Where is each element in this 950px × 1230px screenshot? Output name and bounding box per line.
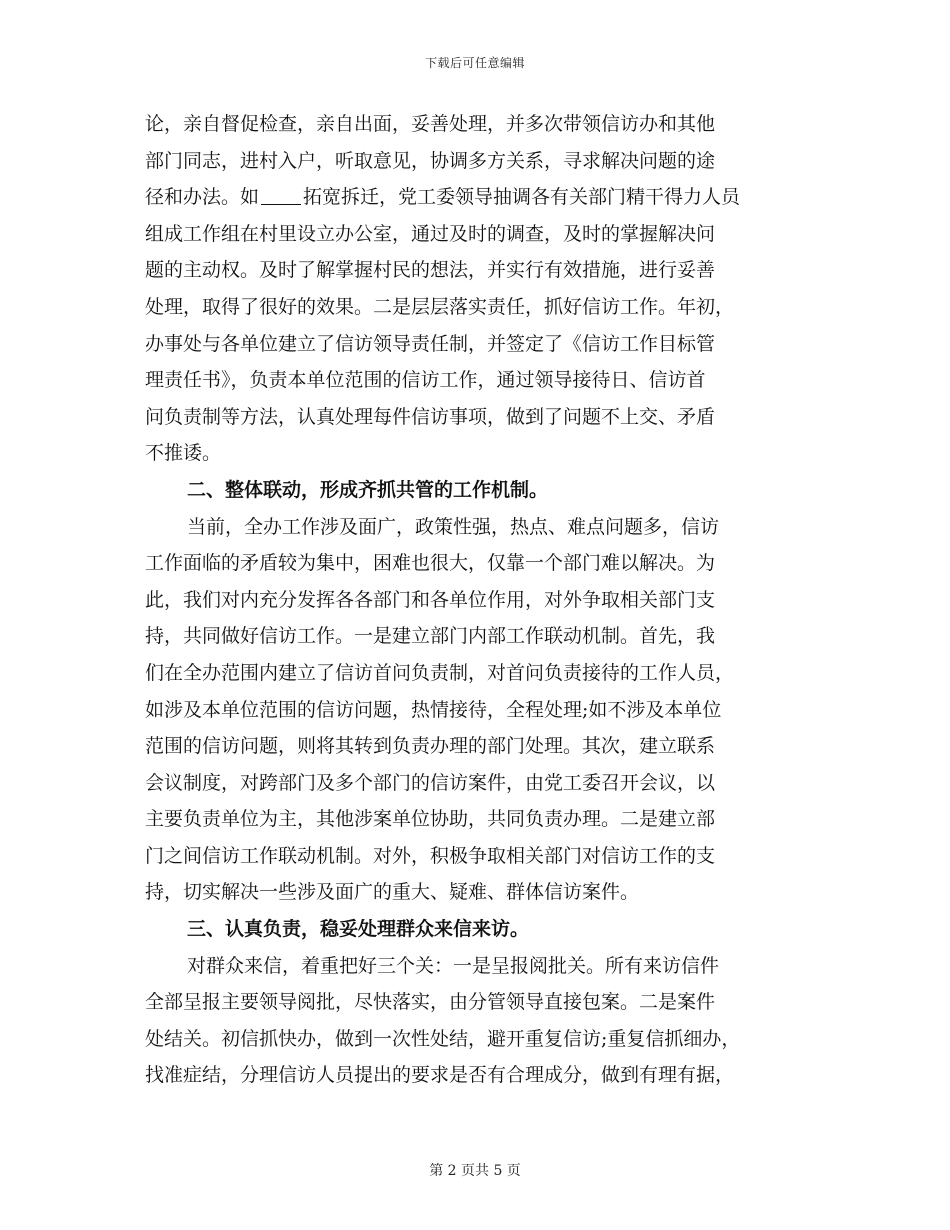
text-line: 对群众来信，着重把好三个关：一是呈报阅批关。所有来访信件 — [187, 954, 720, 977]
text-line: 全部呈报主要领导阅批，尽快落实，由分管领导直接包案。二是案件 — [145, 991, 716, 1014]
paragraph-1 — [145, 106, 825, 472]
text-line: 不推诿。 — [145, 442, 222, 465]
text-line: 们在全办范围内建立了信访首问负责制，对首问负责接待的工作人员， — [145, 661, 735, 684]
text-line: 题的主动权。及时了解掌握村民的想法，并实行有效措施，进行妥善 — [145, 259, 716, 282]
text-line: 持，切实解决一些涉及面广的重大、疑难、群体信访案件。 — [145, 881, 640, 904]
paragraph-2 — [145, 509, 825, 912]
text-fragment: 拓宽拆迁，党工委领导抽调各有关部门精干得力人员 — [303, 186, 741, 209]
text-line: 论，亲自督促检查，亲自出面，妥善处理，并多次带领信访办和其他 — [145, 113, 716, 135]
document-body — [145, 106, 825, 1094]
page-number-footer: 第 2 页共 5 页 — [429, 1163, 521, 1179]
text-line: 当前，全办工作涉及面广，政策性强，热点、难点问题多，信访 — [187, 515, 720, 538]
section-heading-3: 三、认真负责，稳妥处理群众来信来访。 — [187, 918, 530, 941]
text-line-with-blank — [145, 179, 825, 216]
text-line: 处理，取得了很好的效果。二是层层落实责任，抓好信访工作。年初， — [145, 295, 735, 318]
text-line: 范围的信访问题，则将其转到负责办理的部门处理。其次，建立联系 — [145, 735, 716, 758]
page-header-note: 下载后可任意编辑 — [424, 56, 525, 70]
text-line: 主要负责单位为主，其他涉案单位协助，共同负责办理。二是建立部 — [145, 808, 716, 831]
paragraph-3 — [145, 948, 825, 1094]
text-line: 如涉及本单位范围的信访问题，热情接待，全程处理;如不涉及本单位 — [145, 698, 722, 721]
fill-in-blank — [261, 184, 301, 205]
text-fragment: 径和办法。如 — [145, 186, 260, 209]
text-line: 门之间信访工作联动机制。对外，积极争取相关部门对信访工作的支 — [145, 844, 716, 867]
text-line: 办事处与各单位建立了信访领导责任制，并签定了《信访工作目标管 — [145, 332, 716, 355]
section-heading-2: 二、整体联动，形成齐抓共管的工作机制。 — [187, 478, 549, 501]
text-line: 组成工作组在村里设立办公室，通过及时的调查，及时的掌握解决问 — [145, 222, 716, 245]
text-line: 此，我们对内充分发挥各各部门和各单位作用，对外争取相关部门支 — [145, 588, 716, 611]
text-line: 持，共同做好信访工作。一是建立部门内部工作联动机制。首先，我 — [145, 625, 716, 648]
text-line: 处结关。初信抓快办，做到一次性处结，避开重复信访;重复信抓细办， — [145, 1027, 741, 1050]
text-line: 部门同志，进村入户，听取意见，协调多方关系，寻求解决问题的途 — [145, 149, 716, 172]
text-line: 工作面临的矛盾较为集中，困难也很大，仅靠一个部门难以解决。为 — [145, 552, 716, 575]
text-line: 找准症结，分理信访人员提出的要求是否有合理成分，做到有理有据， — [145, 1064, 735, 1087]
text-line: 会议制度，对跨部门及多个部门的信访案件，由党工委召开会议，以 — [145, 771, 716, 794]
text-line: 问负责制等方法，认真处理每件信访事项，做到了问题不上交、矛盾 — [145, 405, 716, 428]
text-line: 理责任书》，负责本单位范围的信访工作，通过领导接待日、信访首 — [145, 369, 706, 392]
